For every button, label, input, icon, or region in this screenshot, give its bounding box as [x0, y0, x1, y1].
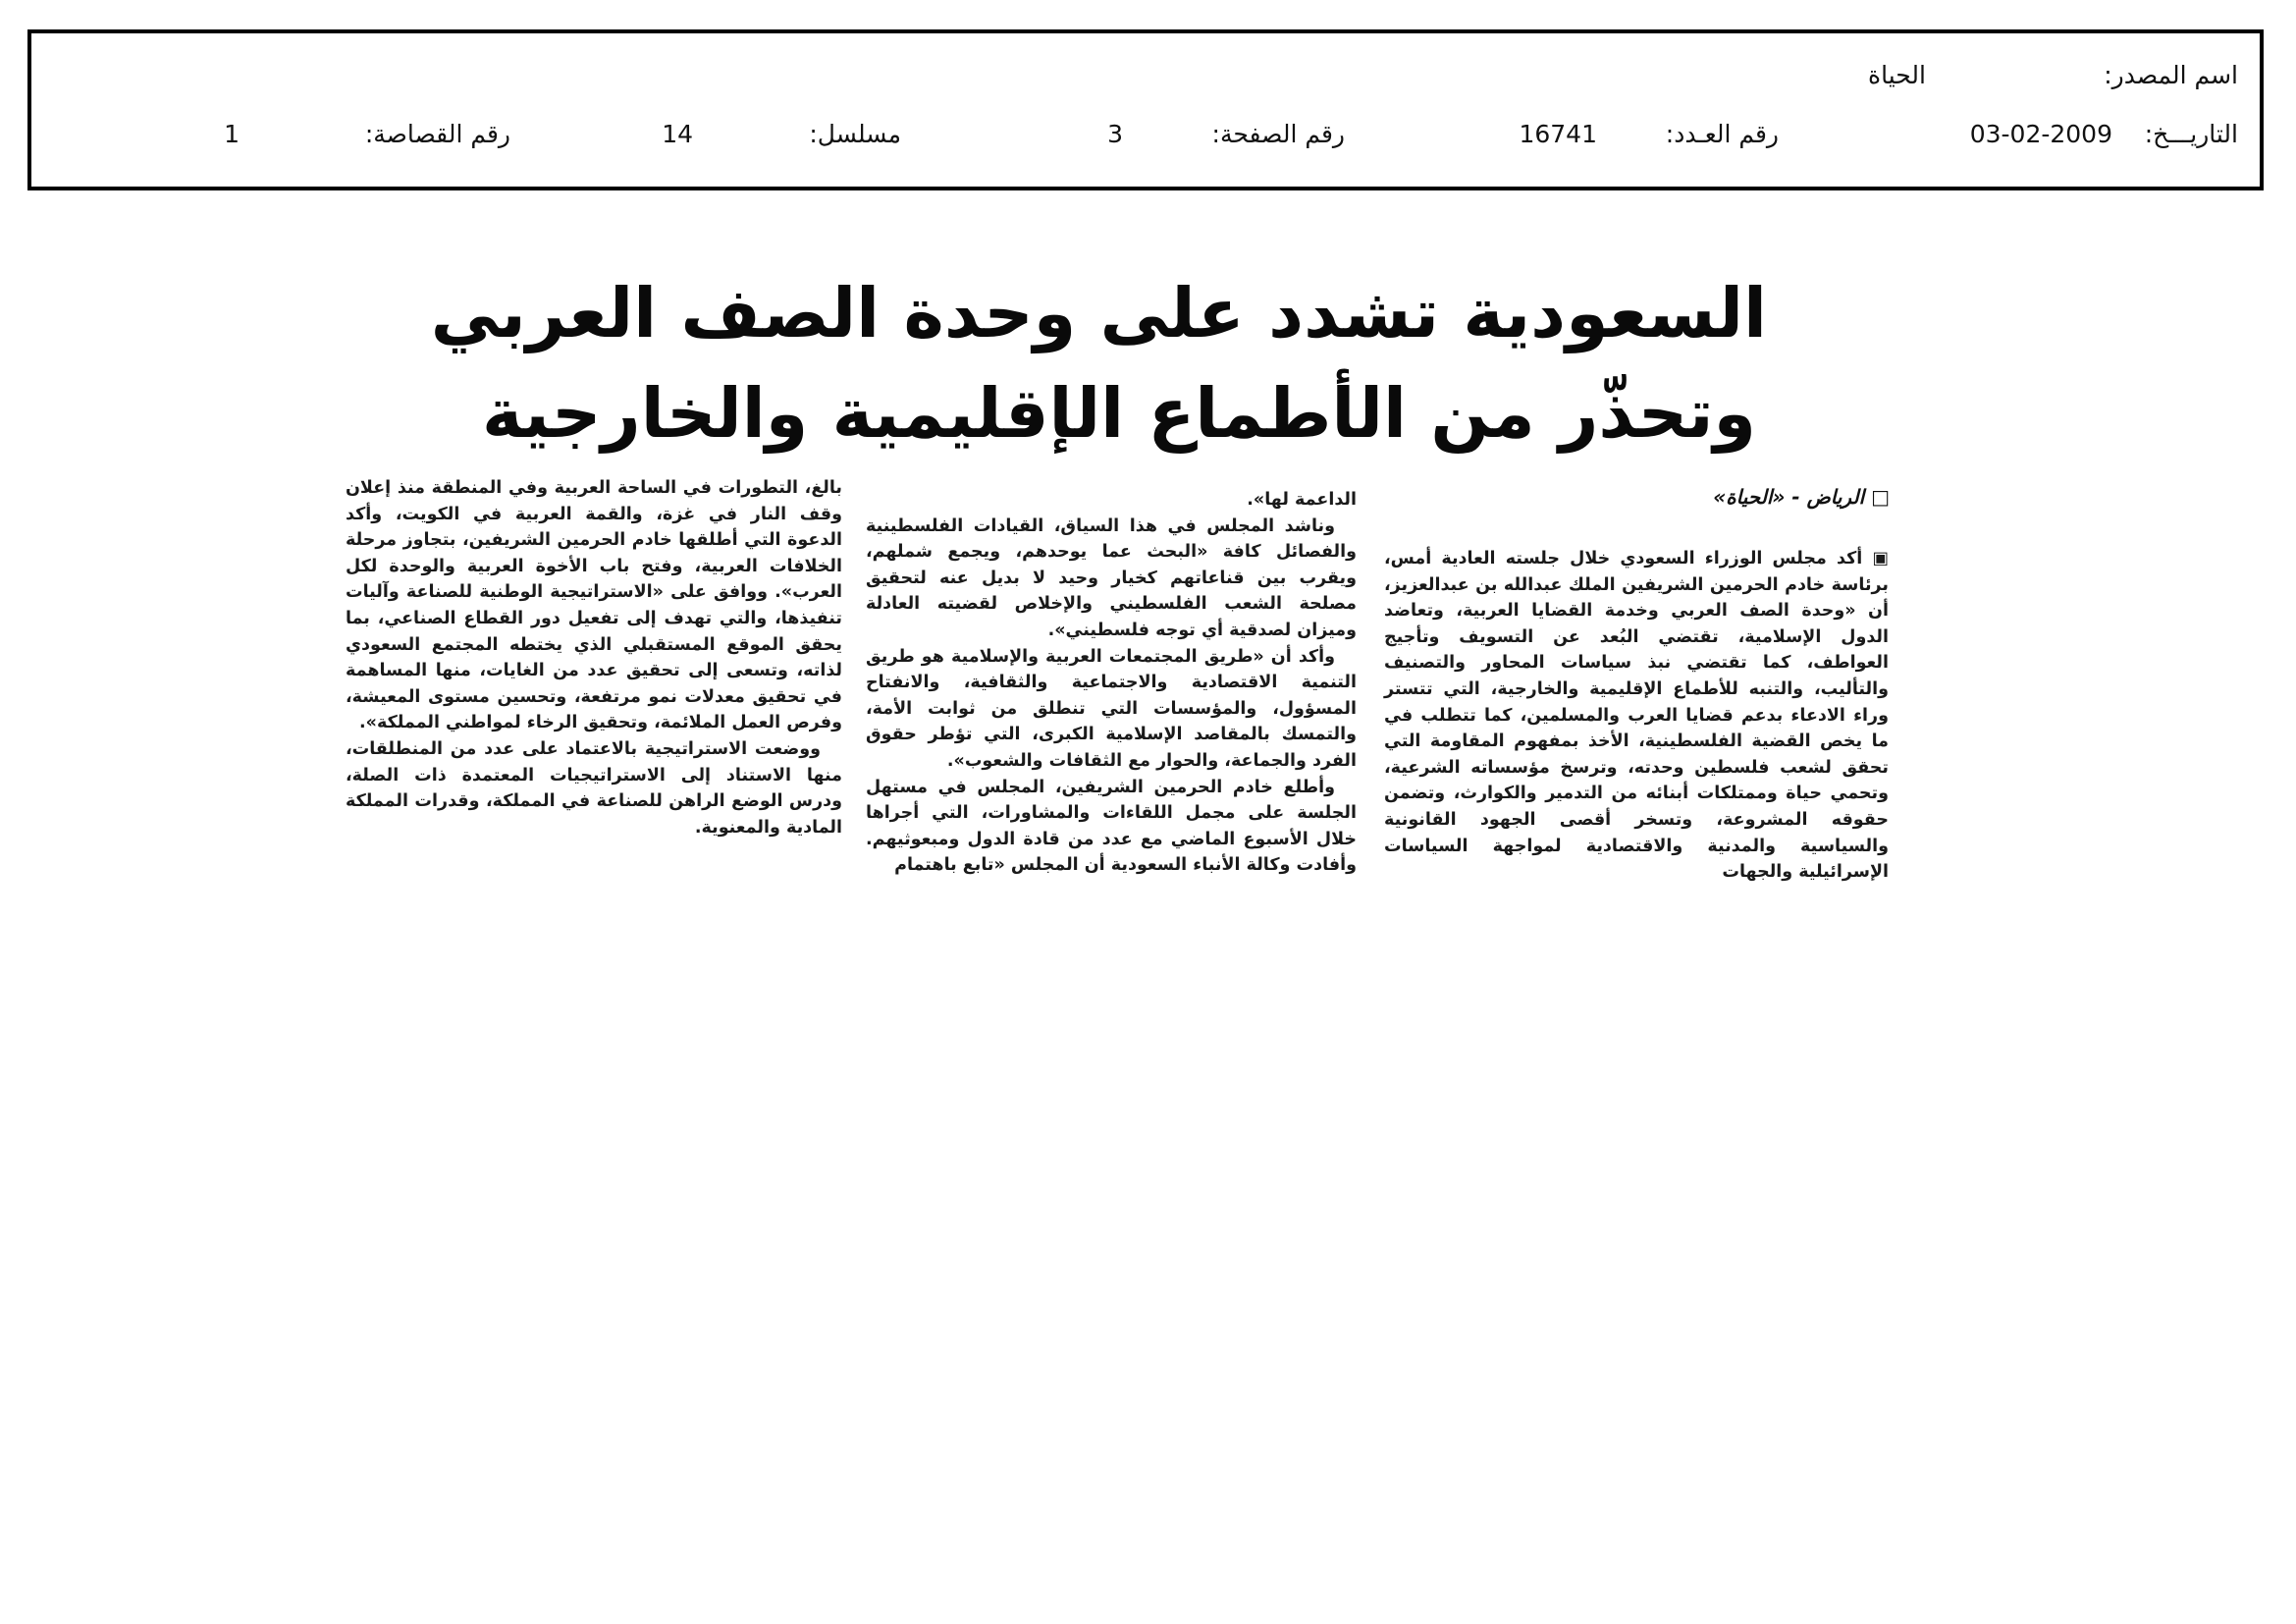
paragraph-square-icon: ▣ [1862, 549, 1889, 568]
column-2-paragraph-4: وأطلع خادم الحرمين الشريفين، المجلس في مستهل الجلسة على مجمل اللقاءات والمشاورات، التي أجراها خلال الأسبوع الماضي مع عدد من قادة الدول ومبعوثيهم. وأفادت وكالة الأنباء السعودية أن المجلس «تابع باهتمام [866, 777, 1357, 876]
byline [1713, 485, 1890, 509]
column-1-text: أكد مجلس الوزراء السعودي خلال جلسته العادية أمس، برئاسة خادم الحرمين الشريفين الملك عبدالله بن عبدالعزيز، أن «وحدة الصف العربي وخدمة القضايا العربية، وتعاضد الدول الإسلامية، تقتضي البُعد عن التسويف وتأجيج العواطف، كما تقتضي نبذ سياسات المحاور والتصنيف والتأليب، والتنبه للأطماع الإقليمية والخارجية، التي تتستر وراء الادعاء بدعم قضايا العرب والمسلمين، كما تتطلب في ما يخص القضية الفلسطينية، الأخذ بمفهوم المقاومة التي تحقق لشعب فلسطين وحدته، وترسخ مؤسساته الشرعية، وتحمي حياة وممتلكات أبنائه من التدمير والكوارث، وتضمن حقوقه المشروعة، وتسخر أقصى الجهود القانونية والسياسية والمدنية والاقتصادية لمواجهة السياسات الإسرائيلية والجهات [1384, 549, 1889, 883]
headline-line-1: السعودية تشدد على وحدة الصف العربي [430, 273, 1767, 353]
serial-label: مسلسل: [809, 120, 901, 148]
article-column-2 [866, 487, 1357, 879]
source-value: الحياة [1868, 61, 1926, 89]
date-label: التاريـــخ: [2144, 120, 2238, 148]
column-3-paragraph-1: بالغ، التطورات في الساحة العربية وفي المنطقة منذ إعلان وقف النار في غزة، والقمة العربية في الكويت، وأكد الدعوة التي أطلقها خادم الحرمين الشريفين، بتجاوز مرحلة الخلافات العربية، وفتح باب الأخوة العربية والوحدة لكل العرب». ووافق على «الاستراتيجية الوطنية للصناعة وآليات تنفيذها، والتي تهدف إلى تفعيل دور القطاع الصناعي، بما يحقق الموقع المستقبلي الذي يختطه المجتمع السعودي لذاته، وتسعى إلى تحقيق عدد من الغايات، منها المساهمة في تحقيق معدلات نمو مرتفعة، وتحسين مستوى المعيشة، وفرص العمل الملائمة، وتحقيق الرخاء لمواطني المملكة». [346, 478, 842, 733]
column-1-paragraph [1384, 546, 1889, 886]
page-label: رقم الصفحة: [1211, 120, 1345, 148]
headline-line-2: وتحذّر من الأطماع الإقليمية والخارجية [481, 373, 1757, 454]
column-3-paragraph-2: ووضعت الاستراتيجية بالاعتماد على عدد من المنطلقات، منها الاستناد إلى الاستراتيجيات المعتمدة ذات الصلة، ودرس الوضع الراهن للصناعة في المملكة، وقدرات المملكة المادية والمعنوية. [346, 738, 842, 838]
clip-label: رقم القصاصة: [364, 120, 510, 148]
date-value: 03-02-2009 [1969, 120, 2112, 148]
page-value: 3 [1107, 120, 1123, 148]
serial-value: 14 [662, 120, 693, 148]
article-column-3 [346, 475, 842, 840]
source-label: اسم المصدر: [2104, 61, 2238, 89]
issue-label: رقم العـدد: [1665, 120, 1779, 148]
column-2-paragraph-3: وأكد أن «طريق المجتمعات العربية والإسلامية هو طريق التنمية الاقتصادية والاجتماعية والثقافية، والانفتاح المسؤول، والمؤسسات التي تنطلق من ثوابت الأمة، والتمسك بالمقاصد الإسلامية الكبرى، التي تؤطر حقوق الفرد والجماعة، والحوار مع الثقافات والشعوب». [866, 646, 1357, 771]
article-column-1 [1384, 546, 1889, 886]
clipping-header-box [27, 29, 2264, 190]
column-2-paragraph-1: الداعمة لها». [1247, 490, 1357, 510]
box-bullet-icon: □ [1871, 485, 1890, 509]
article-headline [430, 263, 1767, 463]
issue-value: 16741 [1519, 120, 1597, 148]
column-2-paragraph-2: وناشد المجلس في هذا السياق، القيادات الفلسطينية والفصائل كافة «البحث عما يوحدهم، ويجمع شملهم، ويقرب بين قناعاتهم كخيار وحيد لا بديل عنه لتحقيق مصلحة الشعب الفلسطيني والإخلاص لقضيته العادلة وميزان لصدقية أي توجه فلسطيني». [866, 515, 1357, 640]
clip-value: 1 [224, 120, 240, 148]
byline-text: الرياض - «الحياة» [1713, 485, 1865, 509]
